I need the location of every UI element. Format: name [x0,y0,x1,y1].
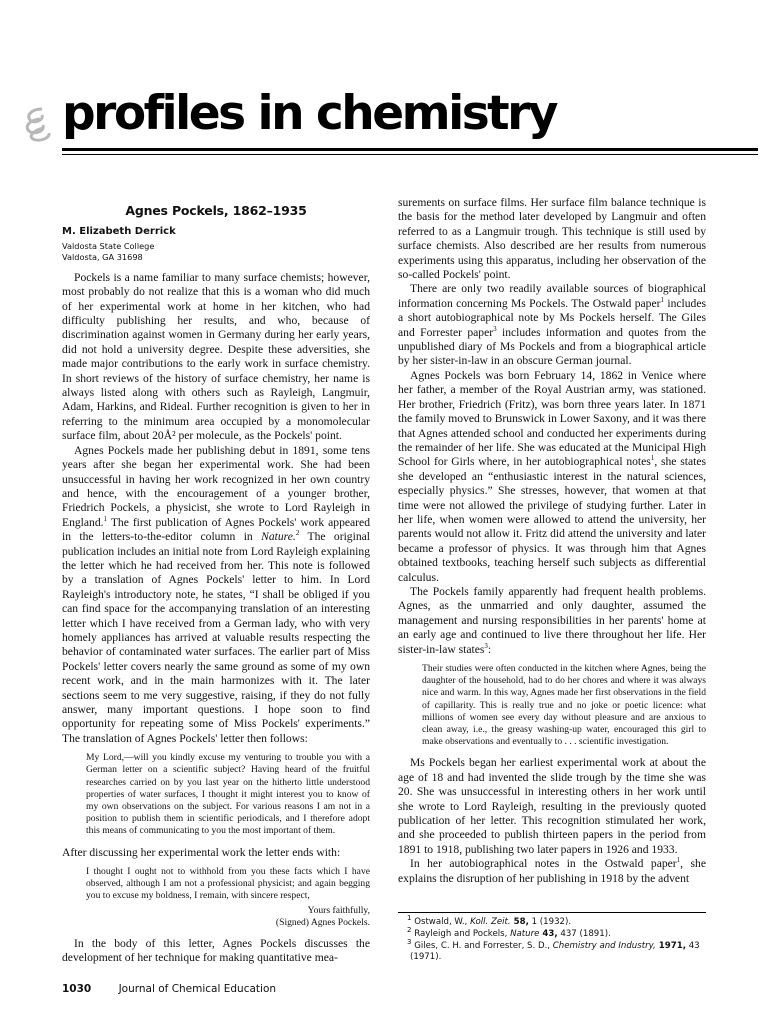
volume: 58, [510,917,529,927]
text-run: Ostwald, W., [411,917,471,927]
text-run: , she explains the disruption of her publishing in 1918 by the advent [398,857,706,885]
paragraph [62,444,370,747]
reference-marker: 1 [660,295,664,304]
block-quote: Their studies were often conducted in the kitchen where Agnes, being the daughter of the household, had to do her chores and where it was always nice and warm. In this way, Agnes made her first observations in the field of capillarity. This is really true and no joke or poetic licence: what millions of women see every day without pleasure and are anxious to clean away, i.e., the greasy washing-up water, encouraged this girl to make observations and eventually to . . . scientific investigation. [422,663,706,748]
left-column [62,196,370,966]
reference-marker: 3 [493,324,497,333]
footnote [398,926,706,940]
text-run: includes information and quotes from the unpublished diary of Ms Pockels and from a biographical article by her sister-in-law in an obscure German journal. [398,325,706,368]
paragraph [398,585,706,657]
block-quote: I thought I ought not to withhold from you these facts which I have observed, although I am not a professional physicist; and again begging you to excuse my boldness, I remain, with sincere respect, [86,866,370,902]
text-run: There are only two readily available sources of biographical information concerning Ms Pockels. The Ostwald paper [398,282,706,310]
footnote-number: 3 [407,938,412,947]
journal-name: Chemistry and Industry, [552,941,656,951]
reference-marker: 1 [650,454,655,463]
reference-marker: 1 [676,856,681,865]
block-quote: My Lord,—will you kindly excuse my venturing to trouble you with a German letter on a scientific subject? Having heard of the fruitful researches carried on by you last year on the hitherto little understood properties of water surfaces, I thought it might interest you to know of my own observations on the subject. For various reasons I am not in a position to publish them in scientific periodicals, and I therefore adopt this means of communicating to you the most important of them. [86,752,370,837]
text-run: The Pockels family apparently had frequent health problems. Agnes, as the unmarried and only daughter, assumed the management and nursing responsibilities in her parents' home at an early age and continued to live there throughout her life. Her sister-in-law states [398,584,706,656]
text-run: Giles, C. H. and Forrester, S. D., [411,941,553,951]
text-run: The original publication includes an initial note from Lord Rayleigh explaining the letter which he had received from her. This note is followed by a translation of Agnes Pockels' letter to him. In Lord Rayleigh's introductory note, he states, “I shall be obliged if you can find space for the accompanying translation of an interesting letter which I have received from a German lady, who with very homely appliances has arrived at valuable results respecting the behavior of contaminated water surfaces. The earlier part of Miss Pockels' letter covers nearly the same ground as some of my own recent work, and in the main harmonizes with it. The later sections seem to me very suggestive, raising, if they do not fully answer, many important questions. I hope soon to find opportunity for repeating some of Miss Pockels' experiments.” The translation of Agnes Pockels' letter then follows: [62,530,370,745]
footnote-number: 2 [407,926,412,935]
paragraph: In the body of this letter, Agnes Pockels discusses the development of her technique for making quantitative mea- [62,937,370,965]
text-run: : [487,642,492,656]
author-block [62,225,370,261]
text-run: The first publication of Agnes Pockels' work appeared in the letters-to-the-editor column in [62,515,370,544]
volume: 43, [539,929,558,939]
paragraph [398,282,706,368]
banner-rule-thin [62,154,758,155]
paragraph: Pockels is a name familiar to many surface chemists; however, most probably do not realize that this is a woman who did much of her experimental work at home in her kitchen, who had difficulty publishing her results, and who, because of discrimination against women in Germany during her early years, did not hold a university degree. Despite these adversities, she made major contributions to the early work in surface chemistry. In short reviews of the history of surface chemistry, her name is always listed along with others such as Rayleigh, Langmuir, Adam, Harkins, and Rideal. Further recognition is given to her in referring to the minimum area occupied by a monomolecular surface film, about 20Å² per molecule, as the Pockels' point. [62,270,370,443]
text-run: 43 (1971). [410,941,700,962]
signature-line: Yours faithfully, [307,904,370,916]
right-column [398,196,706,886]
reference-marker: 1 [103,514,108,523]
signature-line: (Signed) Agnes Pockels. [275,916,370,928]
footnote-number: 1 [407,914,412,923]
text-run: Rayleigh and Pockels, [411,929,511,939]
reference-marker: 3 [484,641,488,650]
affiliation-line-2: Valdosta, GA 31698 [62,251,143,262]
page-footer [62,983,276,995]
paragraph [398,369,706,585]
text-run: Agnes Pockels made her publishing debut in 1891, some tens years after she began her experimental work. She had been unsuccessful in having her work recognized in her own country and hence, with the encouragement of a younger brother, Friedrich Pockels, a physicist, she wrote to Lord Rayleigh in England. [62,443,370,529]
footnote [398,914,706,928]
footnotes [398,912,706,964]
paragraph: surements on surface films. Her surface film balance technique is the basis for the method later developed by Langmuir and often referred to as a Langmuir trough. This technique is still used by surface chemists. Also described are her results from numerous experiments using this apparatus, including her observation of the so-called Pockels' point. [398,196,706,282]
banner-rule-thick [62,148,758,151]
footnote [398,938,706,963]
author-name: M. Elizabeth Derrick [62,226,176,238]
journal-name: Nature [510,929,540,939]
text-run: includes a short autobiographical note by Ms Pockels herself. The Giles and Forrester paper [398,296,706,339]
text-run: , she states she developed an “enthusiastic interest in the natural sciences, especially physics.” She stresses, however, that women at that time were not allowed the privilege of studying further. Later in her life, when women were allowed to attend the university, her parents would not allow it. Fritz did attend the university and later became a professor of physics. It was through him that Agnes obtained textbooks, teaching herself such subjects as differential calculus. [398,455,706,584]
volume: 1971, [655,941,686,951]
article-title: Agnes Pockels, 1862–1935 [125,203,307,218]
text-run: Agnes Pockels was born February 14, 1862 in Venice where her father, a member of the Royal Austrian army, was stationed. Her brother, Friedrich (Fritz), was born three years later. In 1871 the family moved to Brunswick in Lower Saxony, and it was there that Agnes attended school and conducted her experiments during the remainder of her life. She was educated at the Municipal High School for Girls where, in her autobiographical notes [398,368,706,469]
paragraph: Ms Pockels began her earliest experimental work at about the age of 18 and had invented the slide trough by the time she was 20. She was unsuccessful in interesting others in her work until she wrote to Lord Rayleigh, resulting in the previously quoted publication of her letter. This recognition stimulated her work, and she proceeded to publish thirteen papers in the period from 1891 to 1918, publishing two later papers in 1926 and 1933. [398,756,706,856]
paragraph [398,857,706,886]
text-run: In her autobiographical notes in the Ostwald paper [410,857,677,871]
reference-marker: 2 [295,529,300,538]
signature [62,905,370,929]
flask-swirl-icon [20,106,58,142]
banner-title: profiles in chemistry [62,86,556,141]
text-run: 437 (1891). [557,929,611,939]
page-number: 1030 [62,983,92,995]
journal-title: Journal of Chemical Education [118,983,277,995]
paragraph: After discussing her experimental work the letter ends with: [62,845,341,859]
journal-name: Nature. [261,530,296,544]
journal-name: Koll. Zeit. [470,917,511,927]
text-run: 1 (1932). [528,917,572,927]
affiliation-line-1: Valdosta State College [62,240,155,251]
